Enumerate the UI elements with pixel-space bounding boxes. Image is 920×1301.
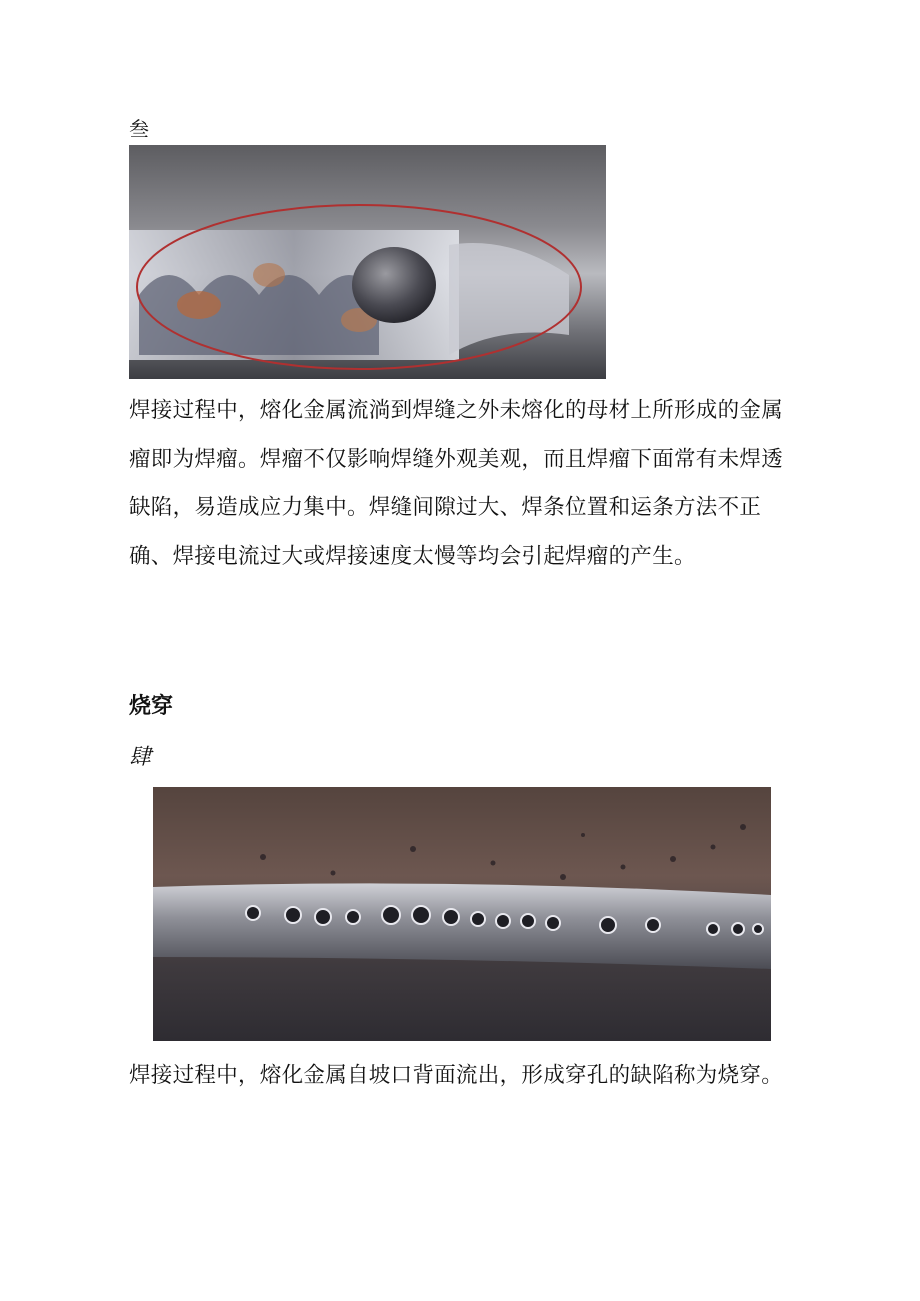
section-label-4: 肆 <box>129 745 152 770</box>
weld-overlap-photo <box>129 145 606 379</box>
section-label-3: 叁 <box>129 117 149 141</box>
section-heading-burn-through: 烧穿 <box>129 694 174 719</box>
burn-through-description: 焊接过程中，熔化金属自坡口背面流出，形成穿孔的缺陷称为烧穿。 <box>129 1063 784 1088</box>
weld-overlap-description: 焊接过程中，熔化金属流淌到焊缝之外未熔化的母材上所形成的金属瘤即为焊瘤。焊瘤不仅影响焊缝外观美观，而且焊瘤下面常有未焊透缺陷，易造成应力集中。焊缝间隙过大、焊条位置和运条方法不正确、焊接电流过大或焊接速度太慢等均会引起焊瘤的产生。 <box>129 398 784 569</box>
burn-through-photo <box>153 787 771 1041</box>
